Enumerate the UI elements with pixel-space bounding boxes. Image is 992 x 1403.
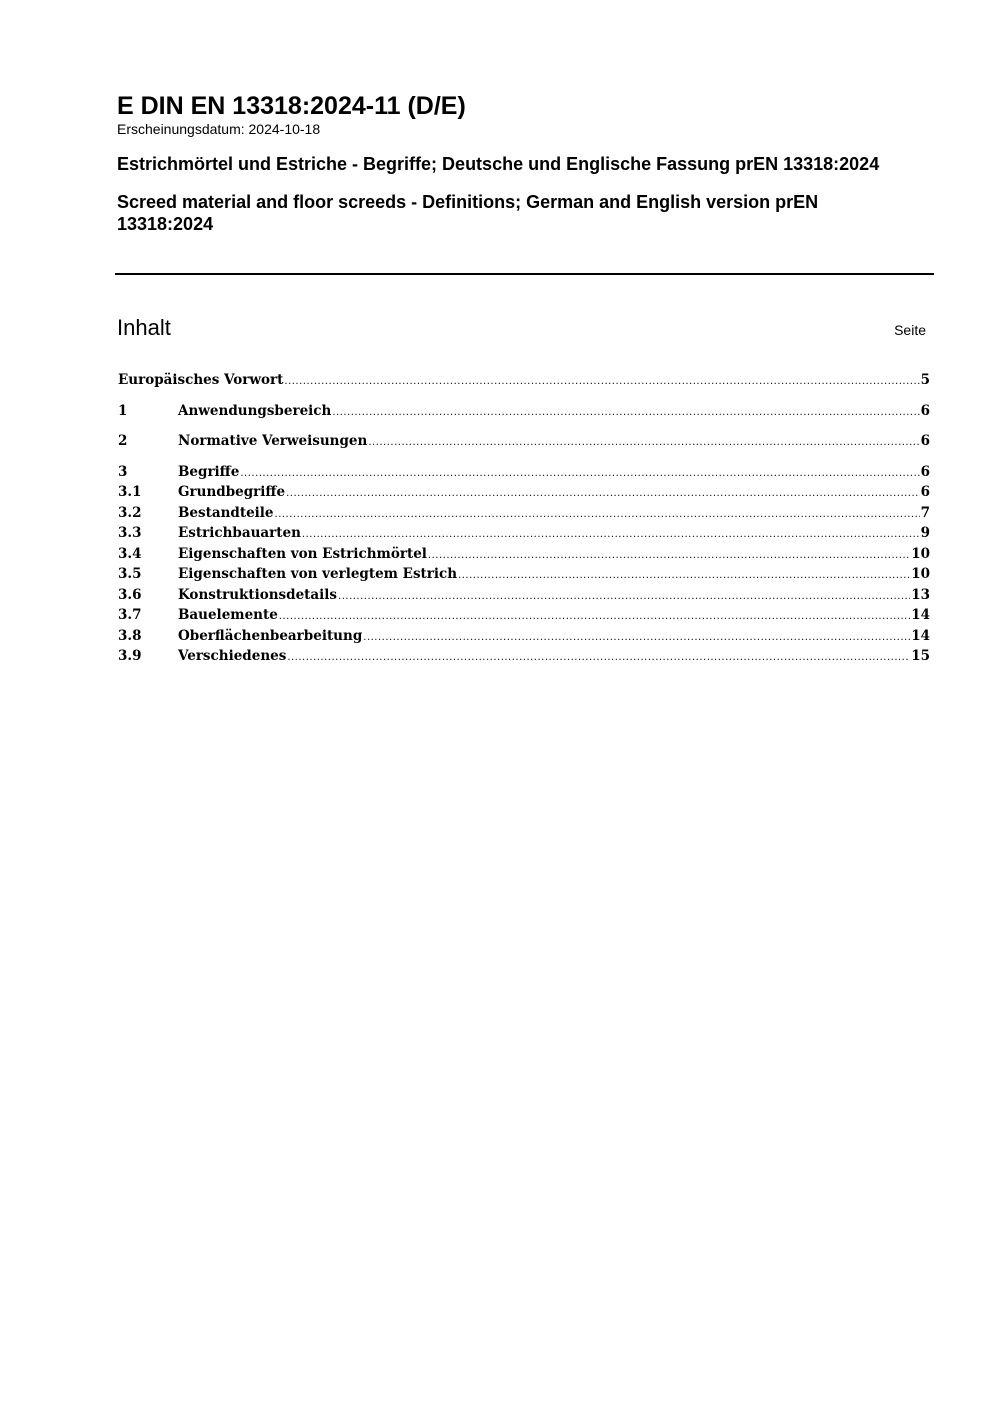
toc-entry-page: 6 [920, 484, 930, 500]
toc-leader [240, 464, 919, 485]
toc-entry-page: 6 [920, 463, 930, 480]
toc-leader [428, 546, 910, 567]
toc-leader [279, 607, 910, 628]
toc-entry[interactable] [118, 626, 930, 647]
toc-entry-page: 6 [920, 433, 930, 449]
toc-entry-title: Oberflächenbearbeitung [178, 627, 363, 644]
toc-entry-title: Estrichbauarten [178, 525, 301, 541]
toc-leader [275, 505, 920, 526]
toc-entry-page: 6 [920, 402, 930, 419]
toc-entry-title: Normative Verweisungen [178, 433, 368, 449]
toc-entry[interactable] [118, 503, 930, 524]
toc-leader [368, 433, 919, 454]
toc-leader [338, 587, 910, 608]
title-english: Screed material and floor screeds - Definitions; German and English version prEN 13318:2024 [117, 192, 819, 234]
toc-heading [117, 314, 927, 344]
toc-entry-number: 3.2 [118, 504, 142, 521]
toc-entry[interactable] [118, 646, 930, 667]
toc-page-label: Seite [894, 322, 926, 338]
title-german: Estrichmörtel und Estriche - Begriffe; Deutsche und Englische Fassung prEN 13318:2024 [117, 154, 880, 174]
toc-entry-page: 10 [911, 545, 930, 562]
toc-entry[interactable] [118, 523, 930, 544]
publication-date: Erscheinungsdatum: 2024-10-18 [117, 121, 321, 137]
toc-entry-number: 3.3 [118, 525, 142, 541]
toc-entry-title: Eigenschaften von verlegtem Estrich [178, 566, 458, 582]
toc-entry-number: 2 [118, 433, 128, 449]
toc-entry-title: Bestandteile [178, 504, 274, 521]
toc-entry-title: Grundbegriffe [178, 484, 286, 500]
toc-entry-number: 3.1 [118, 484, 142, 500]
toc-entry-title: Eigenschaften von Estrichmörtel [178, 545, 427, 562]
toc-entry-number: 3.5 [118, 566, 142, 582]
toc-title: Inhalt [117, 315, 171, 340]
toc-entry[interactable] [118, 605, 930, 626]
toc-entry-title: Anwendungsbereich [178, 402, 332, 419]
toc-entry[interactable] [118, 585, 930, 606]
toc-leader [286, 484, 920, 505]
toc-leader [302, 525, 920, 546]
header-divider [115, 273, 934, 275]
toc-entry[interactable] [118, 462, 930, 483]
toc-entry-page: 5 [920, 372, 930, 388]
toc-entry-number: 3.7 [118, 607, 142, 623]
toc-entry-title: Europäisches Vorwort [118, 372, 284, 388]
toc-entry-page: 7 [920, 504, 930, 521]
toc-leader [332, 403, 919, 424]
document-id: E DIN EN 13318:2024-11 (D/E) [117, 92, 466, 120]
toc-entry-title: Bauelemente [178, 607, 278, 623]
toc-entry-number: 3.8 [118, 627, 142, 644]
toc-entry[interactable] [118, 370, 930, 391]
toc-entry-title: Konstruktionsdetails [178, 586, 338, 603]
toc-leader [458, 566, 910, 587]
toc-entry[interactable] [118, 401, 930, 422]
table-of-contents [118, 370, 930, 667]
toc-entry-number: 3.4 [118, 545, 142, 562]
toc-entry-page: 9 [920, 525, 930, 541]
toc-entry-number: 3 [118, 463, 128, 480]
toc-entry-title: Verschiedenes [178, 648, 287, 664]
toc-entry-page: 10 [911, 566, 930, 582]
toc-entry[interactable] [118, 431, 930, 452]
toc-entry-title: Begriffe [178, 463, 240, 480]
document-header [117, 92, 917, 235]
toc-entry[interactable] [118, 482, 930, 503]
toc-entry[interactable] [118, 564, 930, 585]
toc-leader [284, 372, 919, 393]
toc-entry-page: 14 [911, 627, 930, 644]
toc-entry-page: 14 [911, 607, 930, 623]
toc-entry[interactable] [118, 544, 930, 565]
toc-leader [287, 648, 910, 669]
toc-entry-page: 15 [911, 648, 930, 664]
toc-entry-number: 1 [118, 402, 128, 419]
toc-entry-page: 13 [911, 586, 930, 603]
toc-entry-number: 3.9 [118, 648, 142, 664]
toc-entry-number: 3.6 [118, 586, 142, 603]
toc-leader [363, 628, 910, 649]
